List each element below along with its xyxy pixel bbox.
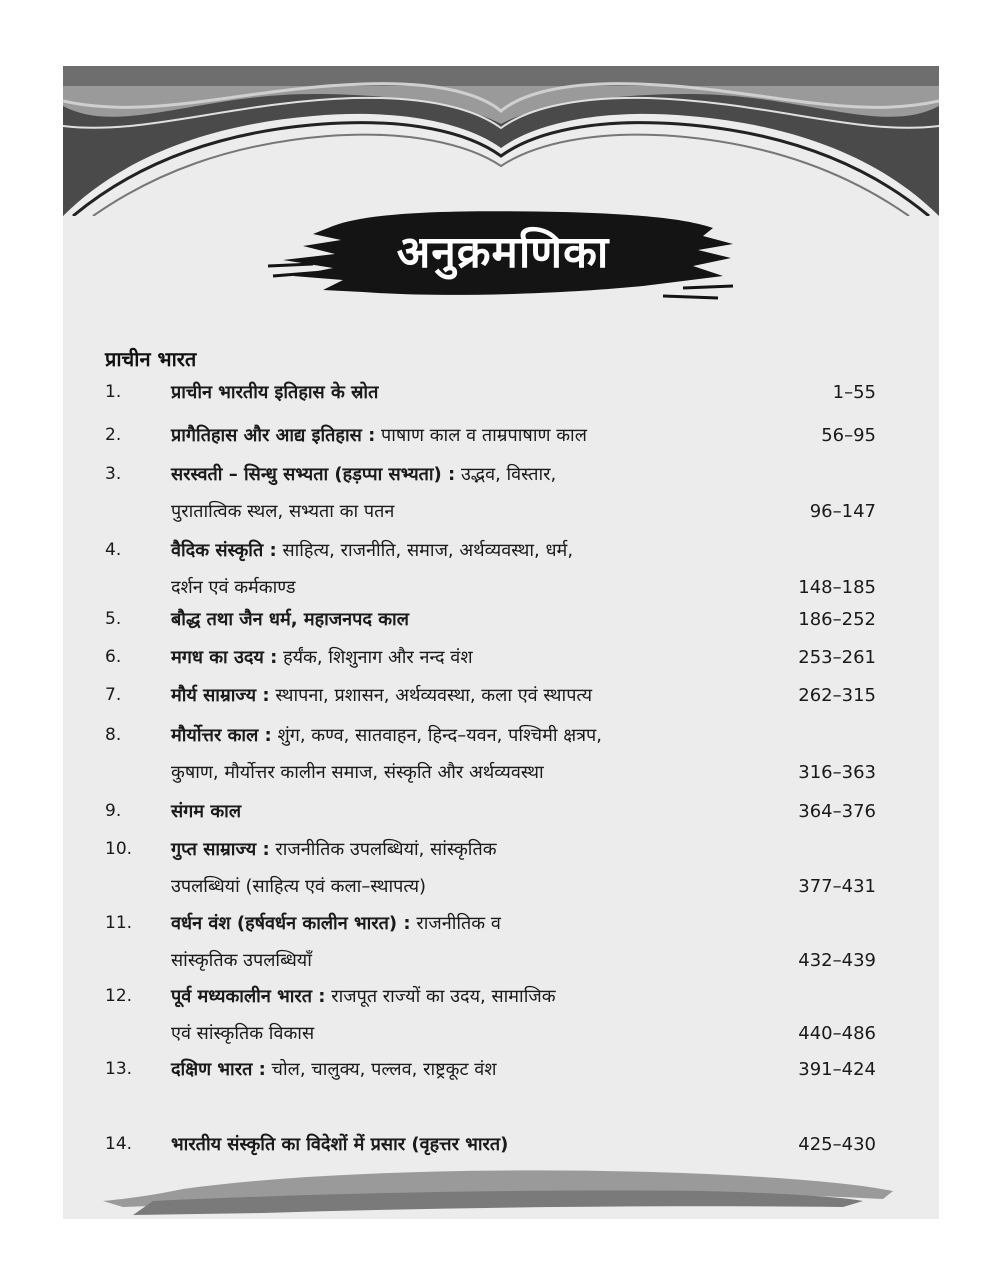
entry-title: प्राचीन भारतीय इतिहास के स्रोत (171, 382, 379, 403)
entry-text (171, 905, 771, 979)
entry-line-1 (171, 978, 771, 1015)
entry-description: स्थापना, प्रशासन, अर्थव्यवस्था, कला एवं स्थापत्य (275, 685, 593, 706)
entry-number: 3. (105, 464, 122, 484)
entry-title: मगध का उदय : (171, 647, 278, 668)
entry-number: 4. (105, 540, 122, 560)
entry-number: 5. (105, 609, 122, 629)
bottom-brush-decoration (63, 1149, 939, 1219)
entry-description: शुंग, कण्व, सातवाहन, हिन्द–यवन, पश्चिमी क्षत्रप, (277, 725, 602, 746)
entry-pages: 96–147 (809, 501, 876, 522)
entry-number: 8. (105, 725, 122, 745)
entry-text (171, 456, 771, 530)
entry-line-1 (171, 374, 771, 411)
entry-pages: 425–430 (798, 1134, 876, 1155)
entry-number: 7. (105, 685, 122, 705)
entry-text (171, 601, 771, 638)
entry-number: 6. (105, 647, 122, 667)
entry-line-1 (171, 677, 771, 714)
entry-title: प्रागैतिहास और आद्य इतिहास : (171, 425, 376, 446)
page (63, 66, 939, 1219)
entry-title: मौर्य साम्राज्य : (171, 685, 270, 706)
entry-line-1 (171, 905, 771, 942)
entry-line-1 (171, 831, 771, 868)
entry-number: 1. (105, 382, 122, 402)
entry-number: 13. (105, 1059, 133, 1079)
entry-pages: 432–439 (798, 950, 876, 971)
entry-line-1 (171, 793, 771, 830)
entry-title: बौद्ध तथा जैन धर्म, महाजनपद काल (171, 609, 409, 630)
entry-text (171, 978, 771, 1052)
entry-pages: 391–424 (798, 1059, 876, 1080)
table-of-contents (63, 66, 939, 1219)
entry-description: उद्भव, विस्तार, (461, 464, 557, 485)
entry-text (171, 532, 771, 606)
entry-pages: 1–55 (832, 382, 876, 403)
entry-title: वैदिक संस्कृति : (171, 540, 277, 561)
entry-pages: 148–185 (798, 577, 876, 598)
entry-pages: 364–376 (798, 801, 876, 822)
entry-line-2: कुषाण, मौर्योत्तर कालीन समाज, संस्कृति और अर्थव्यवस्था (171, 762, 544, 783)
entry-description: हर्यंक, शिशुनाग और नन्द वंश (283, 647, 473, 668)
entry-title: भारतीय संस्कृति का विदेशों में प्रसार (वृहत्तर भारत) (171, 1134, 509, 1155)
entry-text (171, 1051, 771, 1088)
entry-pages: 440–486 (798, 1023, 876, 1044)
entry-description: पाषाण काल व ताम्रपाषाण काल (381, 425, 587, 446)
entry-title: पूर्व मध्यकालीन भारत : (171, 986, 326, 1007)
entry-text (171, 374, 771, 411)
entry-pages: 377–431 (798, 876, 876, 897)
entry-line-1 (171, 456, 771, 493)
entry-number: 10. (105, 839, 133, 859)
entry-text (171, 417, 771, 454)
entry-title: दक्षिण भारत : (171, 1059, 266, 1080)
entry-line-2: दर्शन एवं कर्मकाण्ड (171, 577, 296, 598)
entry-pages: 253–261 (798, 647, 876, 668)
entry-line-1 (171, 601, 771, 638)
entry-title: गुप्त साम्राज्य : (171, 839, 270, 860)
entry-text (171, 831, 771, 905)
entry-number: 2. (105, 425, 122, 445)
entry-pages: 56–95 (821, 425, 876, 446)
section-heading: प्राचीन भारत (105, 347, 197, 371)
entry-line-1 (171, 532, 771, 569)
entry-line-1 (171, 417, 771, 454)
entry-description: राजनीतिक उपलब्धियां, सांस्कृतिक (275, 839, 497, 860)
entry-line-2: पुरातात्विक स्थल, सभ्यता का पतन (171, 501, 395, 522)
entry-description: राजनीतिक व (416, 913, 501, 934)
entry-title: मौर्योत्तर काल : (171, 725, 272, 746)
entry-description: चोल, चालुक्य, पल्लव, राष्ट्रकूट वंश (271, 1059, 497, 1080)
entry-line-2: सांस्कृतिक उपलब्धियाँ (171, 950, 312, 971)
entry-description: राजपूत राज्यों का उदय, सामाजिक (331, 986, 556, 1007)
entry-title: वर्धन वंश (हर्षवर्धन कालीन भारत) : (171, 913, 411, 934)
entry-number: 9. (105, 801, 122, 821)
entry-title: सरस्वती – सिन्धु सभ्यता (हड़प्पा सभ्यता) : (171, 464, 456, 485)
entry-number: 14. (105, 1134, 133, 1154)
entry-line-2: एवं सांस्कृतिक विकास (171, 1023, 315, 1044)
entry-pages: 186–252 (798, 609, 876, 630)
entry-line-1 (171, 639, 771, 676)
entry-description: साहित्य, राजनीति, समाज, अर्थव्यवस्था, धर्म, (282, 540, 574, 561)
entry-text (171, 677, 771, 714)
page-title: अनुक्रमणिका (396, 227, 610, 278)
entry-text (171, 717, 771, 791)
entry-pages: 262–315 (798, 685, 876, 706)
entry-pages: 316–363 (798, 762, 876, 783)
entry-line-1 (171, 1051, 771, 1088)
entry-number: 12. (105, 986, 133, 1006)
entry-line-2: उपलब्धियां (साहित्य एवं कला–स्थापत्य) (171, 876, 427, 897)
entry-title: संगम काल (171, 801, 242, 822)
entry-text (171, 793, 771, 830)
entry-number: 11. (105, 913, 133, 933)
entry-line-1 (171, 717, 771, 754)
entry-text (171, 639, 771, 676)
